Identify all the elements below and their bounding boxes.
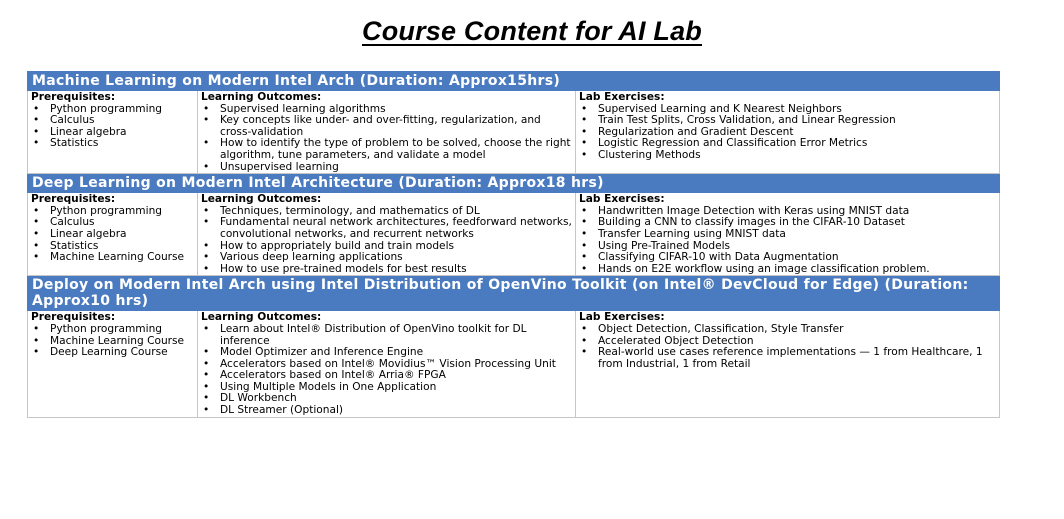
prerequisites-cell	[28, 91, 198, 174]
section-content-row	[28, 193, 1000, 276]
list-item: • Various deep learning applications	[201, 252, 572, 264]
list-item: • Model Optimizer and Inference Engine	[201, 347, 572, 359]
list-item: • Learn about Intel® Distribution of OpenVino toolkit for DL inference	[201, 324, 572, 347]
list-item: • Calculus	[31, 217, 194, 229]
learning-outcomes-list	[201, 206, 572, 276]
list-item: • Statistics	[31, 241, 194, 253]
list-item: • Python programming	[31, 324, 194, 336]
list-item: • Clustering Methods	[579, 150, 996, 162]
list-item: • Supervised Learning and K Nearest Neighbors	[579, 104, 996, 116]
list-item: • Train Test Splits, Cross Validation, and Linear Regression	[579, 115, 996, 127]
section-content-row	[28, 91, 1000, 174]
learning-outcomes-label: Learning Outcomes:	[201, 91, 322, 103]
list-item: • Using Multiple Models in One Application	[201, 382, 572, 394]
page-title: Course Content for AI Lab	[362, 16, 702, 46]
lab-exercises-list	[579, 324, 996, 370]
list-item: • DL Streamer (Optional)	[201, 405, 572, 417]
lab-exercises-label: Lab Exercises:	[579, 193, 665, 206]
list-item: • Accelerated Object Detection	[579, 336, 996, 348]
course-content-table	[27, 71, 1000, 418]
list-item: • Linear algebra	[31, 127, 194, 139]
list-item: • How to appropriately build and train models	[201, 241, 572, 253]
section-content-row	[28, 311, 1000, 417]
list-item: • Fundamental neural network architectures, feedforward networks, convolutional networks, and recurrent networks	[201, 217, 572, 240]
prerequisites-label: Prerequisites:	[31, 311, 116, 324]
list-item: • Building a CNN to classify images in the CIFAR-10 Dataset	[579, 217, 996, 229]
learning-outcomes-list	[201, 324, 572, 417]
list-item: • Python programming	[31, 104, 194, 116]
section-header-deep-learning: Deep Learning on Modern Intel Architecture (Duration: Approx18 hrs)	[28, 174, 1000, 193]
list-item: • Deep Learning Course	[31, 347, 194, 359]
list-item: • Object Detection, Classification, Style Transfer	[579, 324, 996, 336]
list-item: • Logistic Regression and Classification Error Metrics	[579, 138, 996, 150]
list-item: • How to use pre-trained models for best results	[201, 264, 572, 276]
list-item: • Accelerators based on Intel® Arria® FPGA	[201, 370, 572, 382]
list-item: • Regularization and Gradient Descent	[579, 127, 996, 139]
list-item: • Key concepts like under- and over-fitting, regularization, and cross-validation	[201, 115, 572, 138]
list-item: • Calculus	[31, 115, 194, 127]
prerequisites-list	[31, 206, 194, 264]
list-item: • Classifying CIFAR-10 with Data Augmentation	[579, 252, 996, 264]
prerequisites-cell	[28, 311, 198, 417]
lab-exercises-cell	[576, 91, 1000, 174]
prerequisites-list	[31, 324, 194, 359]
section-header-row	[28, 276, 1000, 311]
lab-exercises-label: Lab Exercises:	[579, 91, 665, 103]
list-item: • Real-world use cases reference implementations — 1 from Healthcare, 1 from Industrial, 1 from Retail	[579, 347, 996, 370]
list-item: • Linear algebra	[31, 229, 194, 241]
list-item: • Machine Learning Course	[31, 336, 194, 348]
lab-exercises-cell	[576, 311, 1000, 417]
learning-outcomes-cell	[198, 311, 576, 417]
list-item: • Machine Learning Course	[31, 252, 194, 264]
lab-exercises-list	[579, 206, 996, 276]
section-header-row	[28, 72, 1000, 91]
prerequisites-cell	[28, 193, 198, 276]
list-item: • How to identify the type of problem to be solved, choose the right algorithm, tune parameters, and validate a model	[201, 138, 572, 161]
list-item: • Unsupervised learning	[201, 162, 572, 174]
list-item: • Using Pre-Trained Models	[579, 241, 996, 253]
section-header-machine-learning: Machine Learning on Modern Intel Arch (Duration: Approx15hrs)	[28, 72, 1000, 91]
prerequisites-list	[31, 104, 194, 150]
learning-outcomes-cell	[198, 91, 576, 174]
learning-outcomes-list	[201, 104, 572, 174]
list-item: • Accelerators based on Intel® Movidius™ Vision Processing Unit	[201, 359, 572, 371]
list-item: • Techniques, terminology, and mathematics of DL	[201, 206, 572, 218]
learning-outcomes-label: Learning Outcomes:	[201, 311, 322, 324]
lab-exercises-cell	[576, 193, 1000, 276]
learning-outcomes-cell	[198, 193, 576, 276]
prerequisites-label: Prerequisites:	[31, 193, 116, 206]
list-item: • Transfer Learning using MNIST data	[579, 229, 996, 241]
list-item: • Hands on E2E workflow using an image classification problem.	[579, 264, 996, 276]
lab-exercises-label: Lab Exercises:	[579, 311, 665, 324]
section-header-openvino-deploy: Deploy on Modern Intel Arch using Intel Distribution of OpenVino Toolkit (on Intel® DevCloud for Edge) (Duration: Approx10 hrs)	[28, 276, 1000, 311]
section-header-row	[28, 174, 1000, 193]
learning-outcomes-label: Learning Outcomes:	[201, 193, 322, 206]
list-item: • Handwritten Image Detection with Keras using MNIST data	[579, 206, 996, 218]
lab-exercises-list	[579, 104, 996, 162]
list-item: • Statistics	[31, 138, 194, 150]
prerequisites-label: Prerequisites:	[31, 91, 116, 103]
list-item: • DL Workbench	[201, 393, 572, 405]
list-item: • Supervised learning algorithms	[201, 104, 572, 116]
list-item: • Python programming	[31, 206, 194, 218]
